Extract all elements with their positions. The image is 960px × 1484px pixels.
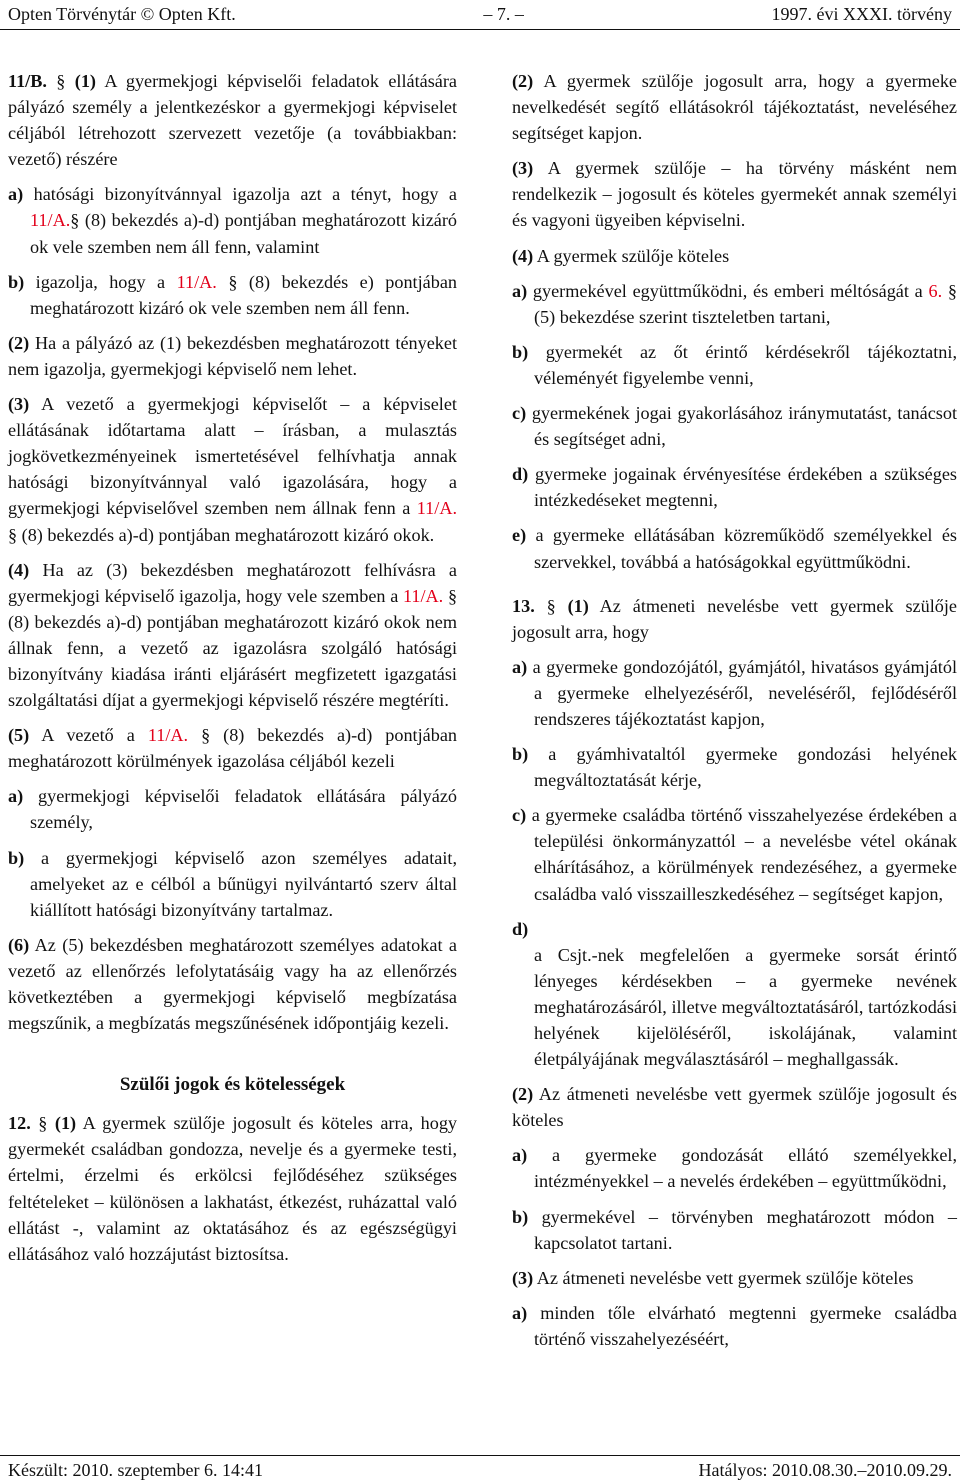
para-2	[512, 68, 957, 146]
para-text: A gyermek szülője – ha törvény másként nem rendelkezik – jogosult és köteles gyermekét annak személyi és vagyoni ügyeiben képviselni.	[512, 158, 957, 231]
point-text: (5) bekezdése szerint tiszteletben tartani,	[534, 306, 831, 327]
point-mark: a)	[512, 1145, 528, 1166]
point-text: a gyermeke gondozását ellátó személyekkel, intézményekkel – a nevelés érdekében – együttműködni,	[534, 1145, 958, 1192]
point-b	[512, 339, 957, 391]
para-text: Az átmeneti nevelésbe vett gyermek szülője köteles	[536, 1267, 914, 1288]
point-b	[8, 845, 457, 923]
point-text: a gyámhivataltól gyermeke gondozási helyének megváltoztatását kérje,	[534, 744, 958, 791]
para-mark: (6)	[8, 934, 30, 955]
para-3	[512, 1265, 957, 1291]
point-text: a Csjt.-nek megfelelően a gyermeke sorsát érintő lényeges kérdésekben – a gyermeke nevének meghatározásáról, illetve megváltoztatásáról, tartózkodási helyének kijelöléséről, iskolájának, valamint életpályájának megválasztásáról – meghallgassák.	[534, 944, 957, 1070]
point-text: a gyermeke ellátásában közreműködő személyekkel és szervekkel, továbbá a hatóságokkal együttműködni.	[534, 525, 957, 572]
point-mark: b)	[512, 744, 529, 765]
page-footer	[8, 1459, 952, 1481]
right-column	[512, 68, 957, 1361]
section-sign: §	[947, 280, 957, 301]
point-a	[8, 783, 457, 835]
section-sign: §	[38, 1113, 48, 1134]
section-sign: §	[8, 524, 18, 545]
point-text: gyermekének jogai gyakorlásához iránymutatást, tanácsot és segítséget adni,	[531, 403, 957, 450]
section-number: 11/B.	[8, 71, 47, 91]
cross-reference-link[interactable]: 11/A.	[416, 498, 457, 519]
para-4	[8, 557, 457, 714]
cross-reference-link[interactable]: 6.	[928, 280, 943, 301]
point-mark: d)	[512, 918, 529, 939]
cross-reference-link[interactable]: 11/A.	[30, 210, 71, 231]
para-2	[512, 1081, 957, 1133]
section-sign: §	[201, 725, 211, 746]
para-3	[8, 391, 457, 548]
section-heading: Szülői jogok és kötelességek	[119, 1074, 346, 1096]
header-rule	[0, 29, 960, 30]
para-text: Ha a pályázó az (1) bekezdésben meghatározott tényeket nem igazolja, gyermekjogi képviselő nem lehet.	[8, 332, 457, 379]
para-mark: (2)	[512, 1084, 534, 1105]
para-text: (8) bekezdés a)-d) pontjában meghatározott kizáró okok.	[21, 524, 435, 545]
section-sign: §	[546, 595, 556, 616]
para-text: Az (5) bekezdésben meghatározott személyes adatokat a vezető az ellenőrzés lefolytatásáig vagy ha az ellenőrzés következtében a gyermekjogi képviselő megbízatása megszűnik, a megbízatás megszűnésének időpontjáig kezeli.	[8, 934, 457, 1034]
point-mark: d)	[512, 464, 529, 485]
point-c	[512, 802, 957, 906]
point-text: (8) bekezdés a)-d) pontjában meghatározott kizáró ok vele szemben nem áll fenn, valamint	[30, 210, 457, 257]
header-law-title: 1997. évi XXXI. törvény	[771, 4, 952, 24]
point-a	[512, 654, 957, 732]
point-mark: c)	[512, 805, 527, 826]
point-mark: b)	[512, 1206, 529, 1227]
point-mark: a)	[8, 786, 24, 807]
para-text: A vezető a gyermekjogi képviselőt – a képviselet ellátásának időtartama alatt – írásban, a mulasztás jogkövetkezményeinek ismertetésével felhívhatja annak hatósági bizonyítvánnyal való igazolására, hogy a gyermekjogi képviselővel szemben nem állnak fenn a	[8, 394, 457, 519]
cross-reference-link[interactable]: 11/A.	[176, 271, 217, 292]
point-a	[512, 278, 957, 330]
point-mark: a)	[512, 656, 528, 677]
point-text: a gyermeke családba történő visszahelyezése érdekében a települési önkormányzattól – a nevelésbe vétel okának elhárításához, a körülmények rendezéséhez, a gyermeke családba való visszailleszkedéséhez – segítséget kapjon,	[531, 805, 957, 904]
section-11b-para-1	[8, 68, 457, 172]
left-column	[8, 68, 457, 1276]
footer-rule	[0, 1455, 960, 1456]
section-13-para-1	[512, 593, 957, 645]
para-mark: (1)	[54, 1113, 77, 1134]
point-b	[512, 1204, 957, 1256]
para-3	[512, 155, 957, 233]
point-c	[512, 400, 957, 452]
section-sign: §	[447, 585, 458, 606]
para-mark: (1)	[567, 595, 589, 616]
para-mark: (2)	[512, 71, 534, 91]
para-text: (8) bekezdés a)-d) pontjában meghatározott kizáró okok nem állnak fenn, a vezető az igazolásra szolgáló hatósági bizonyítvány kiadása iránti eljárásért megfizetett igazgatási szolgáltatási díjat a gyermekjogi képviselő részére megtéríti.	[8, 611, 457, 711]
cross-reference-link[interactable]: 11/A.	[147, 725, 189, 746]
para-text: Az átmeneti nevelésbe vett gyermek szülője jogosult arra, hogy	[512, 595, 957, 642]
section-sign: §	[228, 271, 238, 292]
point-text: gyermeke jogainak érvényesítése érdekében a szükséges intézkedéseket megtenni,	[534, 464, 957, 511]
point-text: a gyermeke gondozójától, gyámjától, hivatásos gyámjától a gyermeke elhelyezéséről, neveléséről, fejlődéséről rendszeres tájékoztatást kapjon,	[532, 656, 958, 729]
point-text: gyermekét az őt érintő kérdésekről tájékoztatni, véleményét figyelembe venni,	[534, 341, 957, 388]
point-text: hatósági bizonyítvánnyal igazolja azt a tényt, hogy a	[33, 184, 457, 205]
section-number: 12.	[8, 1113, 31, 1134]
para-5	[8, 722, 457, 774]
point-text: a gyermekjogi képviselő azon személyes adatait, amelyeket az e célból a bűnügyi nyilvántartó szerv által kiállított hatósági bizonyítvány tartalmaz.	[30, 847, 457, 920]
para-mark: (3)	[8, 394, 30, 415]
point-text: gyermekével – törvényben meghatározott módon – kapcsolatot tartani.	[534, 1206, 957, 1253]
cross-reference-link[interactable]: 11/A.	[402, 585, 444, 606]
section-sign: §	[56, 71, 66, 91]
header-page-number: – 7. –	[483, 4, 524, 24]
para-6	[8, 932, 457, 1036]
section-12-para-1	[8, 1110, 457, 1267]
para-text: A gyermek szülője köteles	[536, 245, 730, 266]
para-text: Az átmeneti nevelésbe vett gyermek szülője jogosult és köteles	[512, 1084, 957, 1131]
point-mark: c)	[512, 403, 527, 424]
point-a	[512, 1142, 957, 1194]
point-text: (8) bekezdés e) pontjában meghatározott kizáró ok vele szemben nem áll fenn.	[30, 271, 457, 318]
point-mark: b)	[8, 847, 25, 868]
point-e	[512, 522, 957, 574]
point-text: igazolja, hogy a	[35, 271, 166, 292]
point-a	[512, 1300, 957, 1352]
page-header	[8, 3, 952, 25]
para-text: A gyermek szülője jogosult és köteles arra, hogy gyermekét családban gondozza, nevelje és a gyermeke testi, értelmi, érzelmi és erkölcsi fejlődéséhez szükséges feltételeket – különösen a lakhatást, étkezést, ruházattal való ellátást -, valamint az oktatásához és az egészségügyi ellátásához való hozzájutást biztosítsa.	[8, 1113, 458, 1264]
para-4	[512, 243, 957, 269]
section-number: 13.	[512, 595, 535, 616]
footer-generated: Készült: 2010. szeptember 6. 14:41	[8, 1460, 263, 1480]
point-a	[8, 181, 457, 259]
point-mark: e)	[512, 525, 527, 546]
para-text: A gyermek szülője jogosult arra, hogy a gyermeke nevelkedését segítő ellátásokról tájékoztatást, neveléséhez segítséget kapjon.	[512, 71, 958, 144]
point-text: gyermekjogi képviselői feladatok ellátására pályázó személy,	[30, 786, 457, 833]
para-mark: (2)	[8, 332, 30, 353]
para-mark: (5)	[8, 725, 30, 746]
para-mark: (1)	[74, 71, 96, 91]
point-mark: a)	[512, 280, 528, 301]
para-text: A gyermekjogi képviselői feladatok ellátására pályázó személy a jelentkezéskor a gyermekjogi képviselet céljából létrehozott szervezett vezetője (a továbbiakban: vezető) részére	[8, 71, 457, 170]
point-d	[512, 916, 957, 1073]
footer-effective: Hatályos: 2010.08.30.–2010.09.29.	[698, 1460, 952, 1480]
section-sign: §	[70, 210, 80, 231]
point-mark: b)	[512, 341, 529, 362]
point-text: minden tőle elvárható megtenni gyermeke családba történő visszahelyezéséért,	[534, 1302, 957, 1349]
point-mark: a)	[8, 184, 24, 205]
para-2	[8, 330, 457, 382]
para-text: (8) bekezdés a)-d) pontjában meghatározott körülmények igazolása céljából kezeli	[8, 725, 458, 772]
point-d	[512, 461, 957, 513]
point-b	[8, 269, 457, 321]
point-mark: a)	[512, 1302, 528, 1323]
header-publisher: Opten Törvénytár © Opten Kft.	[8, 4, 236, 24]
para-text: A vezető a	[41, 725, 135, 746]
point-b	[512, 741, 957, 793]
para-mark: (4)	[8, 559, 30, 580]
para-mark: (3)	[512, 158, 534, 179]
para-mark: (4)	[512, 245, 534, 266]
para-mark: (3)	[512, 1267, 534, 1288]
point-mark: b)	[8, 271, 25, 292]
para-text: Ha az (3) bekezdésben meghatározott felhívásra a gyermekjogi képviselő igazolja, hogy vele szemben a	[8, 559, 457, 606]
point-text: gyermekével együttműködni, és emberi méltóságát a	[532, 280, 923, 301]
